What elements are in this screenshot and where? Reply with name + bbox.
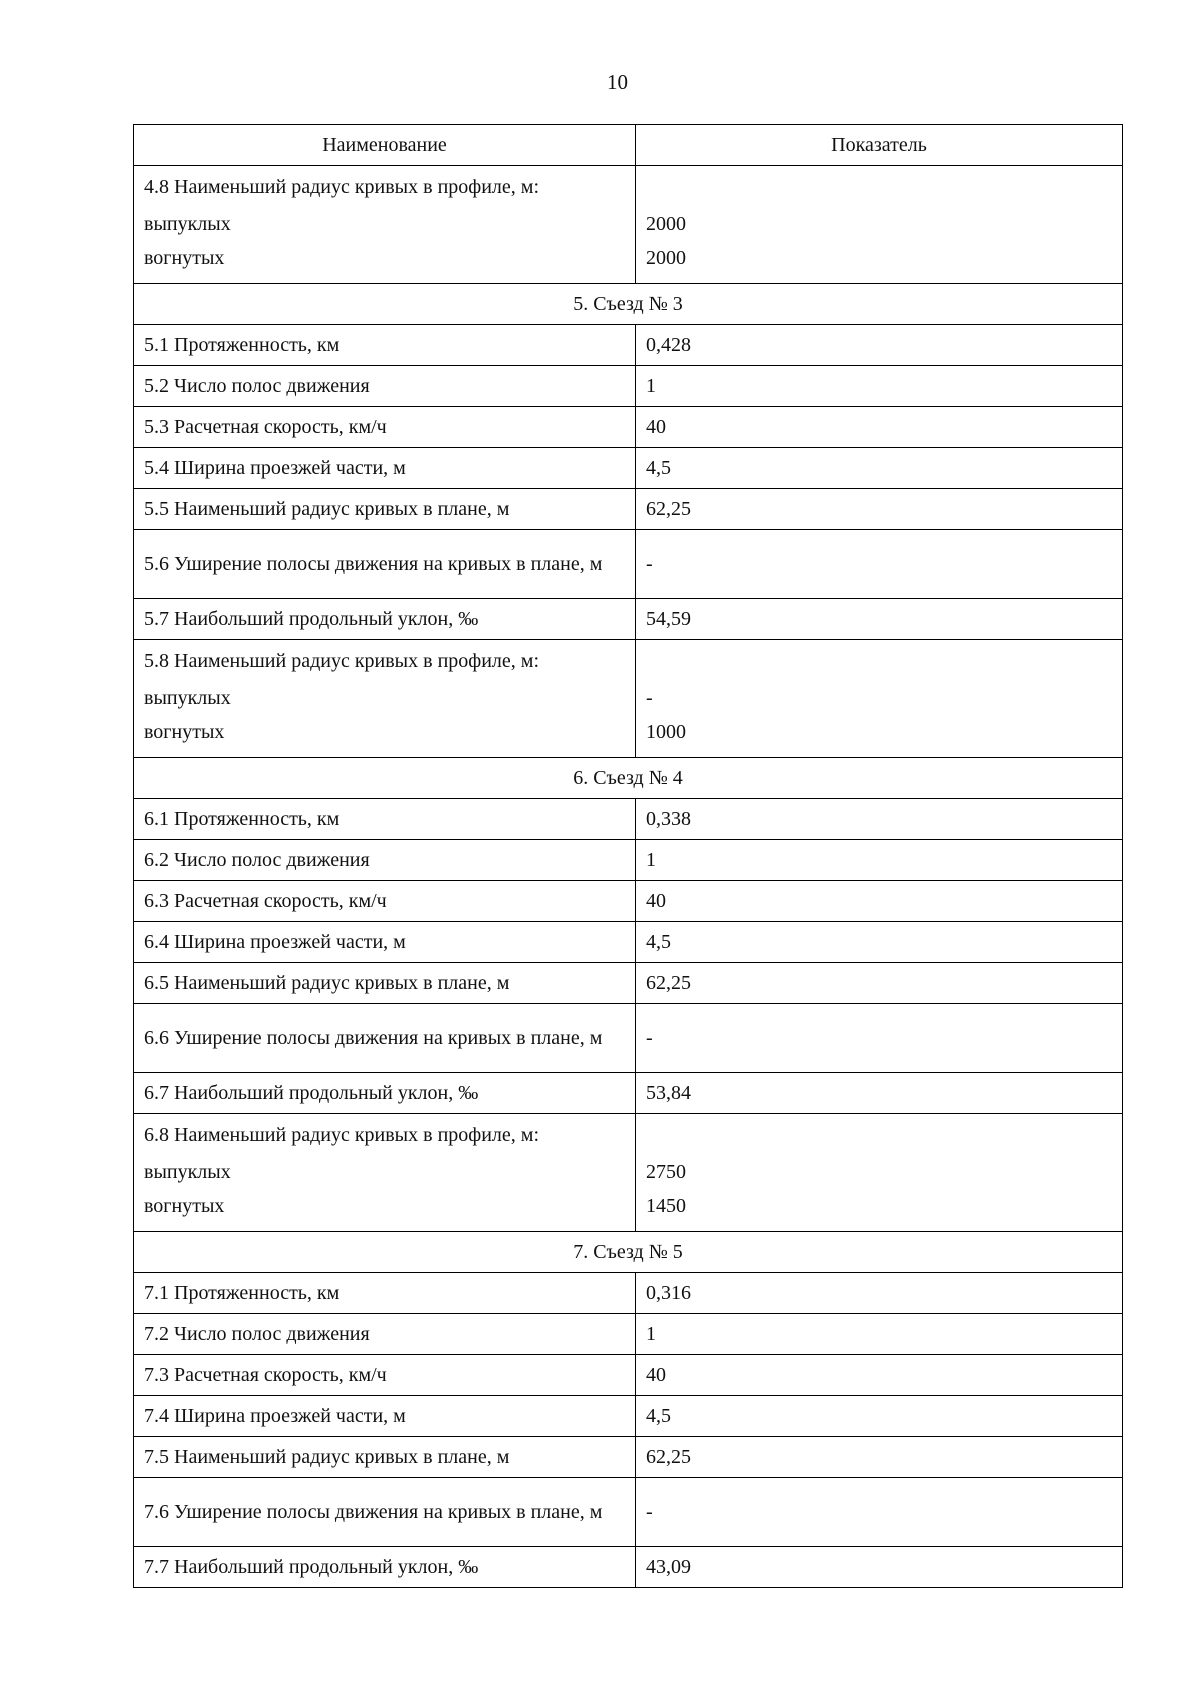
row-subitem: выпуклых — [144, 687, 231, 709]
row-subitem: выпуклых — [144, 1161, 231, 1183]
row-name: 7.3 Расчетная скорость, км/ч — [134, 1355, 636, 1396]
section-row — [134, 758, 1123, 799]
row-name: 7.5 Наименьший радиус кривых в плане, м — [134, 1437, 636, 1478]
row-name: 6.6 Уширение полосы движения на кривых в плане, м — [134, 1004, 636, 1073]
table-row — [134, 640, 1123, 758]
row-name: 5.7 Наибольший продольный уклон, ‰ — [134, 599, 636, 640]
row-name: 7.4 Ширина проезжей части, м — [134, 1396, 636, 1437]
row-subvalue: 2000 — [646, 213, 686, 235]
table-row — [134, 1114, 1123, 1232]
section-title: 5. Съезд № 3 — [134, 284, 1123, 325]
section-row — [134, 1232, 1123, 1273]
row-value: 54,59 — [636, 599, 1123, 640]
row-value: - — [636, 1004, 1123, 1073]
row-value: 1 — [636, 840, 1123, 881]
row-name: 5.5 Наименьший радиус кривых в плане, м — [134, 489, 636, 530]
row-subitem: выпуклых — [144, 213, 231, 235]
section-row — [134, 284, 1123, 325]
row-value: 0,428 — [636, 325, 1123, 366]
table-row — [134, 448, 1123, 489]
row-subvalue: 2000 — [646, 247, 686, 269]
row-name: 6.2 Число полос движения — [134, 840, 636, 881]
row-name: 6.3 Расчетная скорость, км/ч — [134, 881, 636, 922]
table-row — [134, 366, 1123, 407]
row-name: 5.3 Расчетная скорость, км/ч — [134, 407, 636, 448]
row-value: 0,338 — [636, 799, 1123, 840]
row-name — [134, 166, 636, 284]
row-name: 6.1 Протяженность, км — [134, 799, 636, 840]
page-number: 10 — [607, 70, 628, 94]
row-value: 62,25 — [636, 489, 1123, 530]
table-row — [134, 1355, 1123, 1396]
table-row — [134, 1547, 1123, 1588]
row-value: 4,5 — [636, 922, 1123, 963]
row-value — [636, 640, 1123, 758]
row-value: 4,5 — [636, 1396, 1123, 1437]
table-row — [134, 325, 1123, 366]
row-value: 4,5 — [636, 448, 1123, 489]
table-row — [134, 881, 1123, 922]
table-row — [134, 840, 1123, 881]
section-title: 7. Съезд № 5 — [134, 1232, 1123, 1273]
table-row — [134, 530, 1123, 599]
row-value: 1 — [636, 366, 1123, 407]
row-value: 40 — [636, 881, 1123, 922]
table-row — [134, 1073, 1123, 1114]
row-subvalue: 1450 — [646, 1195, 686, 1217]
table-row — [134, 1396, 1123, 1437]
row-value: - — [636, 530, 1123, 599]
row-name — [134, 1114, 636, 1232]
table-row — [134, 407, 1123, 448]
specifications-table — [133, 124, 1123, 1588]
row-value: 62,25 — [636, 963, 1123, 1004]
row-subvalue: 1000 — [646, 721, 686, 743]
row-value: 43,09 — [636, 1547, 1123, 1588]
row-name: 6.4 Ширина проезжей части, м — [134, 922, 636, 963]
row-name: 5.1 Протяженность, км — [134, 325, 636, 366]
row-subvalue: - — [646, 687, 653, 709]
row-name: 7.1 Протяженность, км — [134, 1273, 636, 1314]
row-value: 62,25 — [636, 1437, 1123, 1478]
row-value: 53,84 — [636, 1073, 1123, 1114]
row-name: 5.6 Уширение полосы движения на кривых в плане, м — [134, 530, 636, 599]
row-value: - — [636, 1478, 1123, 1547]
table-row — [134, 963, 1123, 1004]
section-title: 6. Съезд № 4 — [134, 758, 1123, 799]
row-value: 40 — [636, 407, 1123, 448]
row-subitem: вогнутых — [144, 721, 225, 743]
row-subitem: вогнутых — [144, 1195, 225, 1217]
row-value: 1 — [636, 1314, 1123, 1355]
table-row — [134, 1478, 1123, 1547]
table-row — [134, 1273, 1123, 1314]
row-title: 5.8 Наименьший радиус кривых в профиле, м: — [144, 650, 539, 672]
row-name: 5.4 Ширина проезжей части, м — [134, 448, 636, 489]
row-name — [134, 640, 636, 758]
table-row — [134, 1314, 1123, 1355]
header-value: Показатель — [636, 125, 1123, 166]
row-name: 5.2 Число полос движения — [134, 366, 636, 407]
row-value — [636, 166, 1123, 284]
table-row — [134, 799, 1123, 840]
row-name: 6.5 Наименьший радиус кривых в плане, м — [134, 963, 636, 1004]
row-name: 6.7 Наибольший продольный уклон, ‰ — [134, 1073, 636, 1114]
table-row — [134, 599, 1123, 640]
table-row — [134, 489, 1123, 530]
row-value: 40 — [636, 1355, 1123, 1396]
table-row — [134, 166, 1123, 284]
row-name: 7.6 Уширение полосы движения на кривых в плане, м — [134, 1478, 636, 1547]
row-name: 7.2 Число полос движения — [134, 1314, 636, 1355]
header-name: Наименование — [134, 125, 636, 166]
row-subvalue: 2750 — [646, 1161, 686, 1183]
row-value — [636, 1114, 1123, 1232]
row-title: 4.8 Наименьший радиус кривых в профиле, м: — [144, 176, 539, 198]
table-row — [134, 1437, 1123, 1478]
row-value: 0,316 — [636, 1273, 1123, 1314]
table-row — [134, 922, 1123, 963]
table-header-row — [134, 125, 1123, 166]
table-row — [134, 1004, 1123, 1073]
row-name: 7.7 Наибольший продольный уклон, ‰ — [134, 1547, 636, 1588]
row-title: 6.8 Наименьший радиус кривых в профиле, м: — [144, 1124, 539, 1146]
row-subitem: вогнутых — [144, 247, 225, 269]
